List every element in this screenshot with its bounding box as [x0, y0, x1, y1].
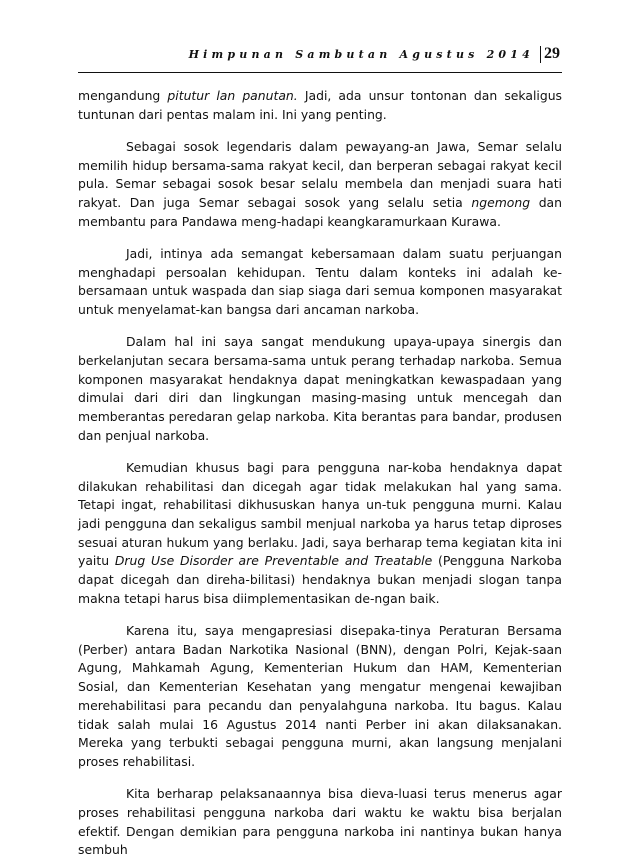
- text-run: (Pengguna Narkoba dapat dicegah dan direha-bilitasi) hendaknya bukan menjadi slogan tanpa makna tetapi harus bisa diimplementasikan de-ngan baik.: [78, 553, 562, 606]
- header-separator: [540, 46, 541, 63]
- paragraph: [78, 785, 562, 860]
- paragraph: [78, 622, 562, 772]
- text-run: Karena itu, saya mengapresiasi disepaka-tinya Peraturan Bersama (Perber) antara Badan Narkotika Nasional (BNN), dengan Polri, Kejak-saan Agung, Mahkamah Agung, Kementerian Hukum dan HAM, Kementerian Sosial, dan Kementerian Kesehatan yang mengatur mengenai kewajiban merehabilitasi para pecandu dan penyalahguna narkoba. Itu bagus. Kalau tidak salah mulai 16 Agustus 2014 nanti Perber ini akan dilaksanakan. Mereka yang terbukti sebagai pengguna murni, akan langsung menjalani proses rehabilitasi.: [78, 623, 562, 769]
- text-run: Kita berharap pelaksanaannya bisa dieva-luasi terus menerus agar proses rehabilitasi pengguna narkoba dari waktu ke waktu bisa berjalan efektif. Dengan demikian para pengguna narkoba ini nantinya bukan hanya sembuh: [78, 786, 562, 858]
- page-number: 29: [544, 45, 560, 62]
- paragraph: [78, 333, 562, 445]
- italic-phrase: ngemong: [471, 195, 531, 211]
- italic-phrase: Drug Use Disorder are Preventable and Treatable: [114, 553, 433, 569]
- text-run: Dalam hal ini saya sangat mendukung upaya-upaya sinergis dan berkelanjutan secara bersama-sama untuk perang terhadap narkoba. Semua komponen masyarakat hendaknya dapat meningkatkan kewaspadaan yang dimulai dari diri dan lingkungan masing-masing untuk mencegah dan memberantas peredaran gelap narkoba. Kita berantas para bandar, produsen dan penjual narkoba.: [78, 334, 562, 443]
- text-run: mengandung: [78, 88, 168, 103]
- body-text: [78, 87, 562, 860]
- header-rule: [78, 72, 562, 73]
- text-run: Kemudian khusus bagi para pengguna nar-koba hendaknya dapat dilakukan rehabilitasi dan dicegah agar tidak melakukan hal yang sama. Tetapi ingat, rehabilitasi dikhususkan hanya un-tuk pengguna murni. Kalau jadi pengguna dan sekaligus sambil menjual narkoba ya harus tetap diproses sesuai aturan hukum yang berlaku. Jadi, saya berharap tema kegiatan kita ini yaitu: [78, 459, 562, 569]
- paragraph: [78, 138, 562, 232]
- text-run: dan membantu para Pandawa meng-hadapi keangkaramurkaan Kurawa.: [78, 195, 563, 229]
- paragraph: [78, 245, 562, 320]
- text-run: Jadi, intinya ada semangat kebersamaan dalam suatu perjuangan menghadapi persoalan kehidupan. Tentu dalam konteks ini adalah ke-bersamaan untuk waspada dan siap siaga dari semua komponen masyarakat untuk menyelamat-kan bangsa dari ancaman narkoba.: [78, 245, 562, 318]
- paragraph: [78, 459, 562, 609]
- running-header-title: Himpunan Sambutan Agustus 2014: [188, 47, 534, 61]
- italic-phrase: pitutur lan panutan.: [167, 88, 298, 103]
- text-run: Jadi, ada unsur tontonan dan sekaligus tuntunan dari pentas malam ini. Ini yang penting.: [78, 88, 563, 122]
- running-header: [189, 44, 560, 64]
- text-run: Sebagai sosok legendaris dalam pewayang-an Jawa, Semar selalu memilih hidup bersama-sama rakyat kecil, dan berperan sebagai rakyat kecil pula. Semar sebagai sosok besar selalu membela dan menjadi suara hati rakyat. Dan juga Semar sebagai sosok yang selalu setia: [78, 138, 562, 211]
- paragraph: [78, 87, 562, 124]
